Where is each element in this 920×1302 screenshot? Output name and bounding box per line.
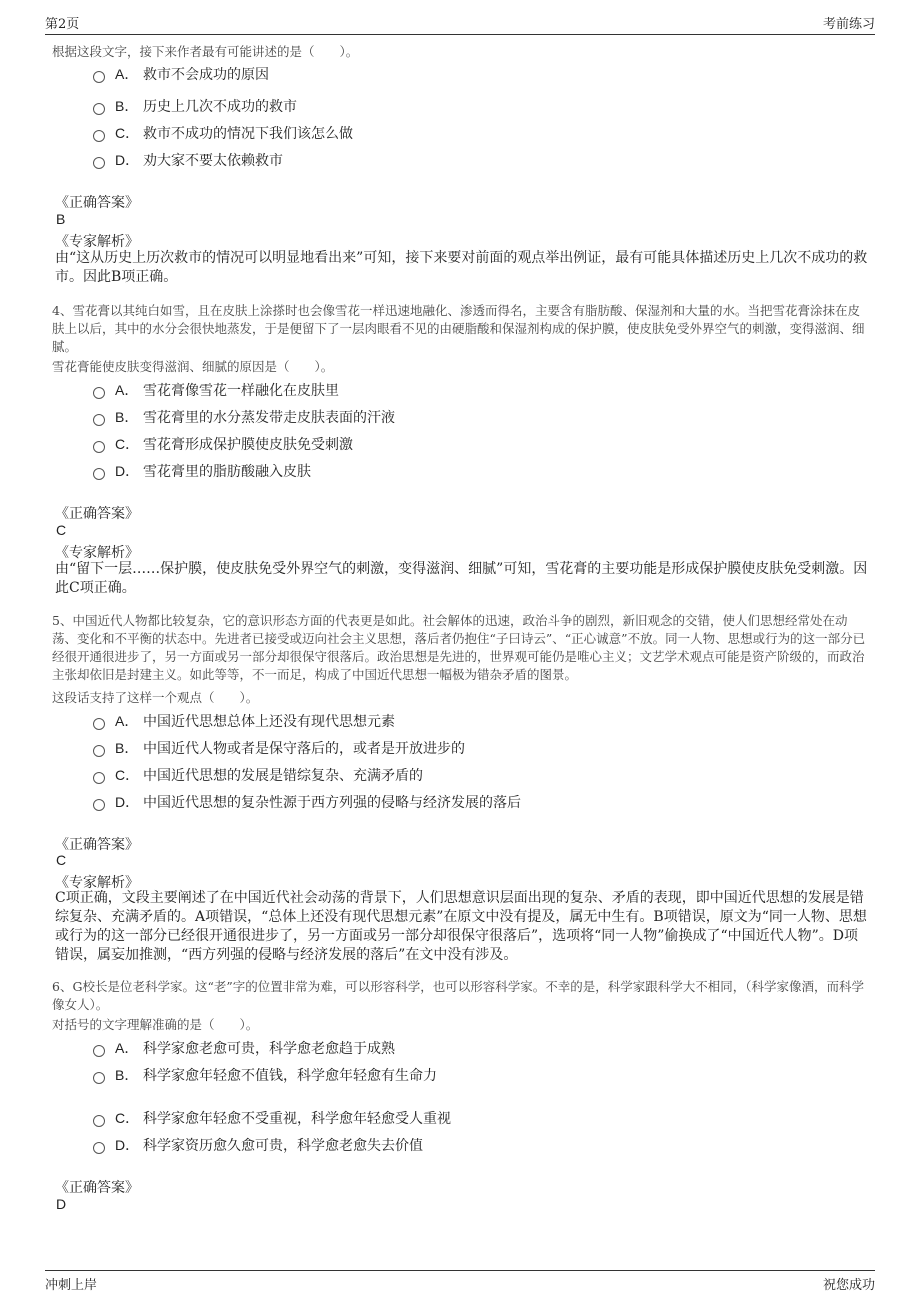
q4-stem: 雪花膏能使皮肤变得滋润、细腻的原因是（ ）。 [52,359,334,374]
q4-option-b[interactable]: B． 雪花膏里的水分蒸发带走皮肤表面的汗液 [93,407,395,427]
q5-analysis-label: 《专家解析》 [55,875,139,891]
q4-option-d[interactable]: D． 雪花膏里的脂肪酸融入皮肤 [93,461,311,481]
q5-answer-label: 《正确答案》 [55,837,139,853]
q6-stem: 对括号的文字理解准确的是（ ）。 [52,1017,259,1032]
q3-stem: 根据这段文字，接下来作者最有可能讲述的是（ ）。 [52,44,359,59]
radio-icon[interactable] [93,71,105,83]
q6-option-a[interactable]: A． 科学家愈老愈可贵，科学愈老愈趋于成熟 [93,1038,395,1058]
footer-right: 祝您成功 [822,1278,875,1293]
q5-option-d[interactable]: D． 中国近代思想的复杂性源于西方列强的侵略与经济发展的落后 [93,792,521,812]
q3-answer-label: 《正确答案》 [55,195,139,211]
q5-answer: C [56,852,67,868]
q4-option-c[interactable]: C． 雪花膏形成保护膜使皮肤免受刺激 [93,434,353,454]
page-number: 第2页 [45,17,80,32]
q6-passage: 6、G校长是位老科学家。这“老”字的位置非常为难，可以形容科学，也可以形容科学家。不幸的是，科学家跟科学大不相同，（科学家像酒，而科学像女人）。 [52,979,864,1012]
header-title: 考前练习 [822,17,875,32]
radio-icon[interactable] [93,772,105,784]
q5-option-a[interactable]: A． 中国近代思想总体上还没有现代思想元素 [93,711,395,731]
q6-option-b[interactable]: B． 科学家愈年轻愈不值钱，科学愈年轻愈有生命力 [93,1065,437,1085]
radio-icon[interactable] [93,414,105,426]
q4-answer-label: 《正确答案》 [55,506,139,522]
radio-icon[interactable] [93,130,105,142]
q6-option-c[interactable]: C． 科学家愈年轻愈不受重视，科学愈年轻愈受人重视 [93,1108,451,1128]
radio-icon[interactable] [93,1115,105,1127]
q5-passage: 5、中国近代人物都比较复杂，它的意识形态方面的代表更是如此。社会解体的迅速，政治斗争的剧烈，新旧观念的交错，使人们思想经常处在动荡、变化和不平衡的状态中。先进者已接受或迈向社会主义思想，落后者仍抱住“子曰诗云”、“正心诚意”不放。同一人物、思想或行为的这一部分已经很开通很进步了，另一方面或另一部分却很保守很落后。政治思想是先进的，世界观可能仍是唯心主义；文艺学术观点可能是资产阶级的，而政治主张却依旧是封建主义。如此等等，不一而足，构成了中国近代思想一幅极为错杂矛盾的图景。 [52,613,866,682]
q4-answer: C [56,522,67,538]
q3-option-a[interactable]: A． 救市不会成功的原因 [93,64,269,84]
q4-passage: 4、雪花膏以其纯白如雪，且在皮肤上涂搽时也会像雪花一样迅速地融化、渗透而得名，主要含有脂肪酸、保湿剂和大量的水。当把雪花膏涂抹在皮肤上以后，其中的水分会很快地蒸发，于是便留下了一层肉眼看不见的由硬脂酸和保湿剂构成的保护膜，使皮肤免受外界空气的刺激，变得滋润、细腻。 [52,303,865,354]
q3-analysis-label: 《专家解析》 [55,234,139,250]
q3-option-b[interactable]: B． 历史上几次不成功的救市 [93,96,297,116]
q3-option-c[interactable]: C． 救市不成功的情况下我们该怎么做 [93,123,353,143]
radio-icon[interactable] [93,718,105,730]
q6-answer: D [56,1196,67,1212]
radio-icon[interactable] [93,799,105,811]
footer-left: 冲刺上岸 [45,1278,98,1293]
radio-icon[interactable] [93,745,105,757]
page-footer [45,1270,875,1293]
q6-option-d[interactable]: D． 科学家资历愈久愈可贵，科学愈老愈失去价值 [93,1135,423,1155]
radio-icon[interactable] [93,441,105,453]
q5-option-c[interactable]: C． 中国近代思想的发展是错综复杂、充满矛盾的 [93,765,423,785]
q3-analysis: 由“这从历史上历次救市的情况可以明显地看出来”可知，接下来要对前面的观点举出例证，最有可能具体描述历史上几次不成功的救市。因此B项正确。 [55,250,868,285]
radio-icon[interactable] [93,103,105,115]
q5-option-b[interactable]: B． 中国近代人物或者是保守落后的，或者是开放进步的 [93,738,465,758]
q3-answer: B [56,211,66,227]
q4-analysis: 由“留下一层……保护膜，使皮肤免受外界空气的刺激，变得滋润、细腻”可知，雪花膏的主要功能是形成保护膜使皮肤免受刺激。因此C项正确。 [55,561,868,596]
q4-analysis-label: 《专家解析》 [55,545,139,561]
q5-stem: 这段话支持了这样一个观点（ ）。 [52,690,259,705]
radio-icon[interactable] [93,1072,105,1084]
q4-option-a[interactable]: A． 雪花膏像雪花一样融化在皮肤里 [93,380,339,400]
page-header [45,14,875,35]
radio-icon[interactable] [93,387,105,399]
q6-answer-label: 《正确答案》 [55,1180,139,1196]
radio-icon[interactable] [93,157,105,169]
radio-icon[interactable] [93,468,105,480]
q3-option-d[interactable]: D． 劝大家不要太依赖救市 [93,150,283,170]
radio-icon[interactable] [93,1142,105,1154]
q5-analysis: C项正确，文段主要阐述了在中国近代社会动荡的背景下，人们思想意识层面出现的复杂、矛盾的表现，即中国近代思想的发展是错综复杂、充满矛盾的。A项错误，“总体上还没有现代思想元素”在原文中没有提及，属无中生有。B项错误，原文为“同一人物、思想或行为的这一部分已经很开通很进步了，另一方面或另一部分却很保守很落后”，选项将“同一人物”偷换成了“中国近代人物”。D项错误，属妄加推测，“西方列强的侵略与经济发展的落后”在文中没有涉及。 [55,890,867,963]
radio-icon[interactable] [93,1045,105,1057]
